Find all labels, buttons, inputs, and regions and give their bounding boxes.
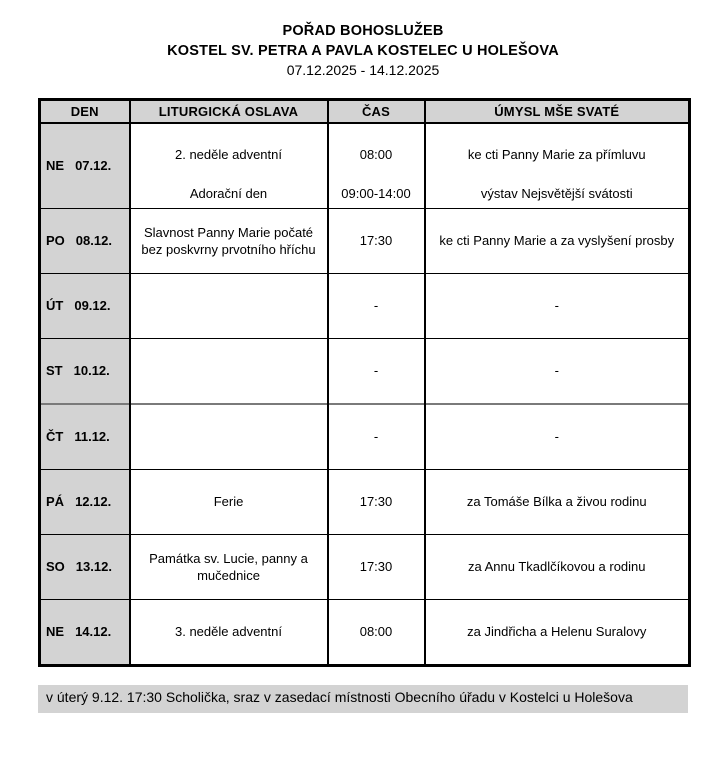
- intention-cell: [425, 123, 690, 209]
- day-date: 14.12.: [75, 624, 112, 639]
- day-abbr: ČT: [46, 429, 64, 444]
- table-row: [40, 123, 690, 209]
- date-range: 07.12.2025 - 14.12.2025: [286, 62, 440, 78]
- intention-cell: ke cti Panny Marie a za vyslyšení prosby: [425, 208, 690, 273]
- column-header-time: ČAS: [328, 99, 425, 123]
- time-cell: -: [328, 404, 425, 470]
- intention-cell: -: [425, 338, 690, 404]
- table-row: [40, 469, 690, 534]
- day-cell: [40, 469, 130, 534]
- liturgy-cell: [130, 404, 328, 470]
- intention-cell: za Jindřicha a Helenu Suralovy: [425, 599, 690, 665]
- intention-cell: -: [425, 404, 690, 470]
- day-cell: [40, 273, 130, 338]
- day-label: [46, 232, 124, 249]
- day-cell: [40, 404, 130, 470]
- liturgy-cell: Památka sv. Lucie, panny a mučednice: [130, 534, 328, 599]
- time-text: 08:00: [359, 146, 393, 162]
- day-abbr: PÁ: [46, 494, 65, 509]
- time-cell: 08:00: [328, 599, 425, 665]
- day-label: [46, 157, 124, 174]
- table-row: [40, 404, 690, 470]
- document-header: [38, 22, 688, 81]
- intention-cell: za Annu Tkadlčíkovou a rodinu: [425, 534, 690, 599]
- liturgy-cell: Ferie: [130, 469, 328, 534]
- day-cell: [40, 123, 130, 209]
- time-cell: -: [328, 338, 425, 404]
- liturgy-text: 2. neděle adventní: [175, 146, 282, 162]
- table-row: [40, 208, 690, 273]
- time-cell: [328, 123, 425, 209]
- table-row: [40, 338, 690, 404]
- day-cell: [40, 338, 130, 404]
- liturgy-cell: [130, 123, 328, 209]
- time-text-2: 09:00-14:00: [341, 185, 411, 201]
- day-date: 07.12.: [75, 158, 112, 173]
- intention-cell: -: [425, 273, 690, 338]
- day-label: [46, 297, 124, 314]
- day-cell: [40, 599, 130, 665]
- column-header-day: DEN: [40, 99, 130, 123]
- column-header-liturgy: LITURGICKÁ OSLAVA: [130, 99, 328, 123]
- day-abbr: SO: [46, 559, 65, 574]
- day-abbr: ÚT: [46, 298, 64, 313]
- liturgy-cell: [130, 338, 328, 404]
- liturgy-cell: [130, 273, 328, 338]
- day-cell: [40, 208, 130, 273]
- day-date: 10.12.: [73, 363, 110, 378]
- time-cell: 17:30: [328, 469, 425, 534]
- column-header-intention: ÚMYSL MŠE SVATÉ: [425, 99, 690, 123]
- day-label: [46, 623, 124, 640]
- page-title: POŘAD BOHOSLUŽEB: [282, 23, 444, 39]
- schedule-table: [38, 98, 691, 667]
- intention-cell: za Tomáše Bílka a živou rodinu: [425, 469, 690, 534]
- time-cell: 17:30: [328, 208, 425, 273]
- day-abbr: NE: [46, 158, 65, 173]
- day-label: [46, 428, 124, 445]
- time-cell: -: [328, 273, 425, 338]
- day-date: 09.12.: [74, 298, 111, 313]
- day-abbr: PO: [46, 233, 65, 248]
- day-label: [46, 493, 124, 510]
- table-row: [40, 599, 690, 665]
- intention-text-2: výstav Nejsvětější svátosti: [480, 185, 633, 201]
- intention-text: ke cti Panny Marie za přímluvu: [467, 146, 646, 162]
- church-name: KOSTEL SV. PETRA A PAVLA KOSTELEC U HOLEŠOVA: [167, 42, 559, 59]
- day-date: 11.12.: [74, 429, 110, 444]
- day-abbr: NE: [46, 624, 65, 639]
- time-cell: 17:30: [328, 534, 425, 599]
- table-row: [40, 534, 690, 599]
- day-date: 08.12.: [75, 233, 112, 248]
- day-date: 13.12.: [75, 559, 112, 574]
- liturgy-cell: 3. neděle adventní: [130, 599, 328, 665]
- table-row: [40, 273, 690, 338]
- day-label: [46, 558, 124, 575]
- day-abbr: ST: [46, 363, 63, 378]
- liturgy-text-2: Adorační den: [189, 185, 268, 201]
- day-cell: [40, 534, 130, 599]
- liturgy-cell: Slavnost Panny Marie počaté bez poskvrny prvotního hříchu: [130, 208, 328, 273]
- footer-note: v úterý 9.12. 17:30 Scholička, sraz v zasedací místnosti Obecního úřadu v Kostelci u Holešova: [38, 685, 688, 713]
- day-date: 12.12.: [75, 494, 112, 509]
- table-header-row: [40, 99, 690, 123]
- day-label: [46, 362, 124, 379]
